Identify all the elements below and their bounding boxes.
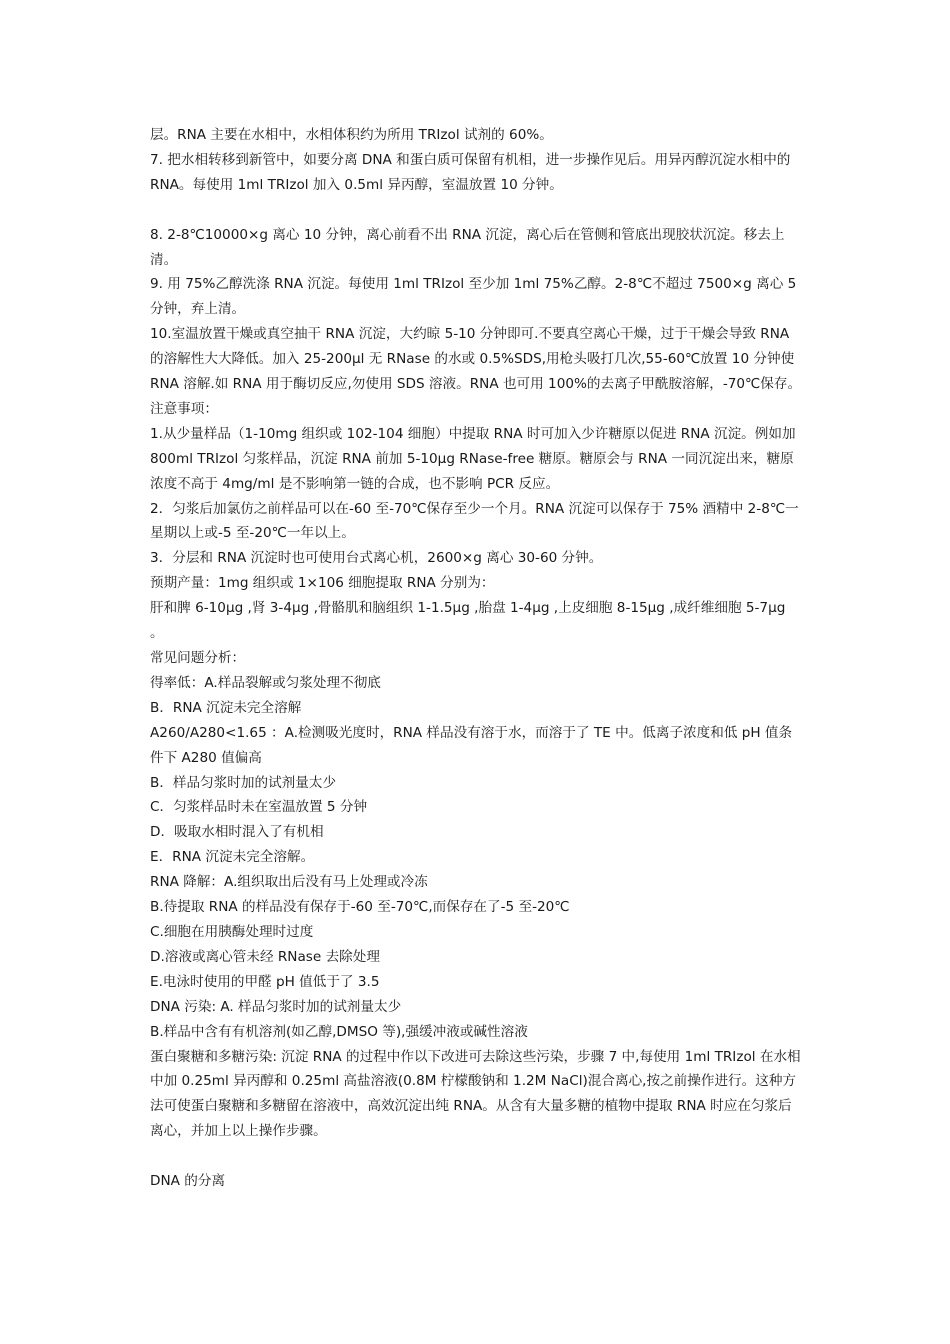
section-heading: 注意事项： <box>150 400 218 417</box>
paragraph: 8. 2-8℃10000×g 离心 10 分钟，离心前看不出 RNA 沉淀，离心后在管侧和管底出现胶状沉淀。移去上清。 <box>150 226 785 268</box>
paragraph: RNA 降解：A.组织取出后没有马上处理或冷冻 <box>150 874 428 891</box>
paragraph: A260/A280<1.65 ：A.检测吸光度时，RNA 样品没有溶于水，而溶于了 TE 中。低离子浓度和低 pH 值条件下 A280 值偏高 <box>150 724 793 766</box>
paragraph: E.电泳时使用的甲醛 pH 值低于了 3.5 <box>150 973 380 990</box>
paragraph: 得率低：A.样品裂解或匀浆处理不彻底 <box>150 674 381 691</box>
paragraph: 9. 用 75%乙醇洗涤 RNA 沉淀。每使用 1ml TRIzol 至少加 1ml 75%乙醇。2-8℃不超过 7500×g 离心 5 分钟，弃上清。 <box>150 276 797 318</box>
paragraph: E．RNA 沉淀未完全溶解。 <box>150 849 315 866</box>
paragraph: 肝和脾 6-10μg ,肾 3-4μg ,骨骼肌和脑组织 1-1.5μg ,胎盘 1-4μg ,上皮细胞 8-15μg ,成纤维细胞 5-7μg 。 <box>150 600 786 642</box>
paragraph: 层。RNA 主要在水相中，水相体积约为所用 TRIzol 试剂的 60%。 <box>150 127 553 143</box>
paragraph: DNA 污染: A. 样品匀浆时加的试剂量太少 <box>150 998 402 1015</box>
paragraph: B.样品中含有有机溶剂(如乙醇,DMSO 等),强缓冲液或碱性溶液 <box>150 1023 528 1040</box>
paragraph: C.细胞在用胰酶处理时过度 <box>150 923 314 940</box>
paragraph: 3．分层和 RNA 沉淀时也可使用台式离心机，2600×g 离心 30-60 分钟。 <box>150 550 603 567</box>
paragraph: 1.从少量样品（1-10mg 组织或 102-104 细胞）中提取 RNA 时可加入少许糖原以促进 RNA 沉淀。例如加 800ml TRIzol 匀浆样品，沉淀 RNA 前加 5-10μg RNase-free 糖原。糖原会与 RNA 一同沉淀出来，糖原浓度不高于 4mg/ml 是不影响第一链的合成，也不影响 PCR 反应。 <box>150 425 796 492</box>
document-body <box>150 123 802 1194</box>
blank-line <box>150 1144 802 1169</box>
blank-line <box>150 198 802 223</box>
paragraph: C．匀浆样品时未在室温放置 5 分钟 <box>150 799 368 816</box>
paragraph: 10.室温放置干燥或真空抽干 RNA 沉淀，大约晾 5-10 分钟即可.不要真空离心干燥，过于干燥会导致 RNA 的溶解性大大降低。加入 25-200μl 无 RNase 的水或 0.5%SDS,用枪头吸打几次,55-60℃放置 10 分钟使 RNA 溶解.如 RNA 用于酶切反应,勿使用 SDS 溶液。RNA 也可用 100%的去离子甲酰胺溶解，-70℃保存。 <box>150 326 802 393</box>
paragraph: 7. 把水相转移到新管中，如要分离 DNA 和蛋白质可保留有机相，进一步操作见后。用异丙醇沉淀水相中的 RNA。每使用 1ml TRIzol 加入 0.5ml 异丙醇，室温放置 10 分钟。 <box>150 151 791 193</box>
paragraph: D.溶液或离心管未经 RNase 去除处理 <box>150 948 380 965</box>
paragraph: B．RNA 沉淀未完全溶解 <box>150 699 302 716</box>
paragraph: 蛋白聚糖和多糖污染: 沉淀 RNA 的过程中作以下改进可去除这些污染，步骤 7 中,每使用 1ml TRIzol 在水相中加 0.25ml 异丙醇和 0.25ml 高盐溶液(0.8M 柠檬酸钠和 1.2M NaCl)混合离心,按之前操作进行。这种方法可使蛋白聚糖和多糖留在溶液中，高效沉淀出纯 RNA。从含有大量多糖的植物中提取 RNA 时应在匀浆后离心，并加上以上操作步骤。 <box>150 1048 801 1140</box>
section-heading: DNA 的分离 <box>150 1173 226 1190</box>
paragraph: B.待提取 RNA 的样品没有保存于-60 至-70℃,而保存在了-5 至-20℃ <box>150 899 570 916</box>
paragraph: D．吸取水相时混入了有机相 <box>150 824 324 841</box>
paragraph: 2．匀浆后加氯仿之前样品可以在-60 至-70℃保存至少一个月。RNA 沉淀可以保存于 75% 酒精中 2-8℃一星期以上或-5 至-20℃一年以上。 <box>150 500 799 542</box>
paragraph: B．样品匀浆时加的试剂量太少 <box>150 774 337 791</box>
section-heading: 常见问题分析： <box>150 650 246 667</box>
section-heading: 预期产量：1mg 组织或 1×106 细胞提取 RNA 分别为： <box>150 575 495 592</box>
